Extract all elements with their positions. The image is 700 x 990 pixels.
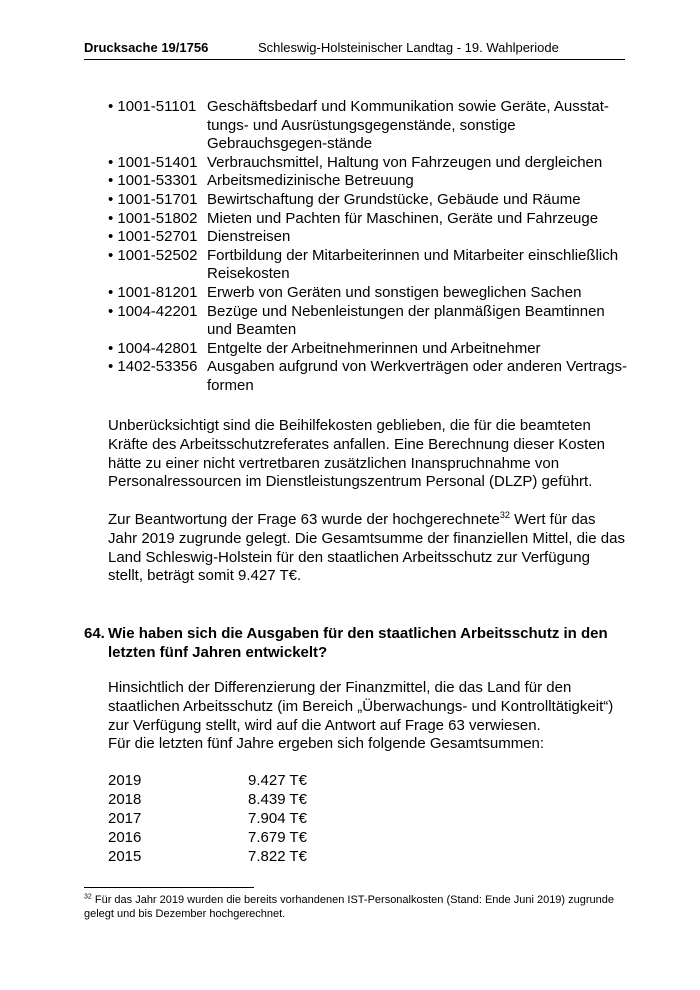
item-code: • 1001-81201: [108, 283, 198, 301]
list-item: [108, 228, 628, 247]
year-cell: 2019: [108, 772, 142, 789]
list-item: [108, 191, 628, 210]
year-cell: 2017: [108, 810, 142, 827]
header-title: Schleswig-Holsteinischer Landtag - 19. Wahlperiode: [258, 40, 559, 55]
item-text: Ausgaben aufgrund von Werkverträgen oder anderen Vertrags-formen: [207, 358, 627, 394]
item-code: • 1001-51701: [108, 190, 198, 208]
item-code: • 1004-42801: [108, 339, 198, 357]
list-item: [108, 284, 628, 303]
document-number: Drucksache 19/1756: [84, 40, 209, 55]
footnote-reference: 32: [499, 510, 510, 520]
item-text: Arbeitsmedizinische Betreuung: [207, 172, 414, 190]
list-item: [108, 172, 628, 191]
amount-cell: 8.439 T€: [248, 791, 307, 808]
amount-cell: 7.679 T€: [248, 829, 307, 846]
header-rule: [84, 59, 625, 60]
paragraph-beihilfe: Unberücksichtigt sind die Beihilfekosten geblieben, die für die beamteten Kräfte des Arbeitsschutzreferates anfallen. Eine Berechnung dieser Kosten hätte zu einer nicht vertretbaren zusätzlichen Inanspruchnahme von Personalressourcen im Dienstleistungszentrum Personal (DLZP) geführt.: [108, 417, 605, 491]
item-text: Geschäftsbedarf und Kommunikation sowie Geräte, Ausstat-tungs- und Ausrüstungsgegenstände, sonstige Gebrauchsgegen-stände: [207, 98, 609, 153]
item-text: Entgelte der Arbeitnehmerinnen und Arbeitnehmer: [207, 339, 541, 357]
footnote-text: Für das Jahr 2019 wurden die bereits vorhandenen IST-Personalkosten (Stand: Ende Juni 2019) zugrunde gelegt und bis Dezember hochgerechnet.: [84, 894, 615, 920]
table-row: [108, 828, 328, 847]
list-item: [108, 303, 628, 340]
item-code: • 1004-42201: [108, 302, 198, 320]
question-text: Wie haben sich die Ausgaben für den staatlichen Arbeitsschutz in den letzten fünf Jahren entwickelt?: [108, 625, 608, 661]
item-text: Dienstreisen: [207, 228, 291, 246]
list-item: [108, 340, 628, 359]
item-text: Bewirtschaftung der Grundstücke, Gebäude und Räume: [207, 190, 581, 208]
year-cell: 2015: [108, 848, 142, 865]
totals-table: [108, 771, 328, 866]
paragraph-text: Zur Beantwortung der Frage 63 wurde der hochgerechnete: [108, 511, 500, 528]
item-text: Mieten und Pachten für Maschinen, Geräte und Fahrzeuge: [207, 209, 599, 227]
item-text: Verbrauchsmittel, Haltung von Fahrzeugen und dergleichen: [207, 153, 603, 171]
question-number: 64.: [84, 625, 105, 642]
item-code: • 1001-51802: [108, 209, 198, 227]
table-row: [108, 847, 328, 866]
item-code: • 1001-52701: [108, 228, 198, 246]
item-text: Erwerb von Geräten und sonstigen beweglichen Sachen: [207, 283, 582, 301]
table-row: [108, 809, 328, 828]
question-64: [84, 624, 624, 662]
list-item: [108, 210, 628, 229]
budget-item-list: [108, 98, 628, 396]
item-code: • 1001-52502: [108, 246, 198, 264]
amount-cell: 9.427 T€: [248, 772, 307, 789]
table-row: [108, 771, 328, 790]
item-text: Fortbildung der Mitarbeiterinnen und Mitarbeiter einschließlich Reisekosten: [207, 246, 619, 283]
year-cell: 2016: [108, 829, 142, 846]
amount-cell: 7.822 T€: [248, 848, 307, 865]
page-header: [84, 38, 625, 58]
list-item: [108, 98, 628, 154]
answer-text: Hinsichtlich der Differenzierung der Finanzmittel, die das Land für den staatlichen Arbeitsschutz (im Bereich „Überwachungs- und Kontrolltätigkeit“) zur Verfügung stellt, wird auf die Antwort auf Frage 63 verwiesen.: [108, 679, 614, 734]
table-row: [108, 790, 328, 809]
footnote: [84, 893, 624, 921]
footnote-divider: [84, 887, 254, 888]
item-code: • 1001-51401: [108, 153, 198, 171]
year-cell: 2018: [108, 791, 142, 808]
item-text: Bezüge und Nebenleistungen der planmäßigen Beamtinnen und Beamten: [207, 302, 605, 339]
item-code: • 1402-53356: [108, 358, 198, 376]
list-item: [108, 358, 628, 395]
footnote-number: 32: [84, 893, 92, 901]
paragraph-frage-63: [108, 511, 628, 586]
amount-cell: 7.904 T€: [248, 810, 307, 827]
answer-paragraph: [108, 679, 628, 754]
answer-text-totals-intro: Für die letzten fünf Jahre ergeben sich folgende Gesamtsummen:: [108, 735, 545, 753]
item-code: • 1001-51101: [108, 98, 197, 115]
list-item: [108, 154, 628, 173]
list-item: [108, 247, 628, 284]
paragraph-text: Wert für das Jahr 2019 zugrunde gelegt. Die Gesamtsumme der finanziellen Mittel, die das Land Schleswig-Holstein für den staatlichen Arbeitsschutz zur Verfügung stellt, beträgt somit 9.427 T€.: [108, 511, 625, 585]
item-code: • 1001-53301: [108, 172, 198, 190]
